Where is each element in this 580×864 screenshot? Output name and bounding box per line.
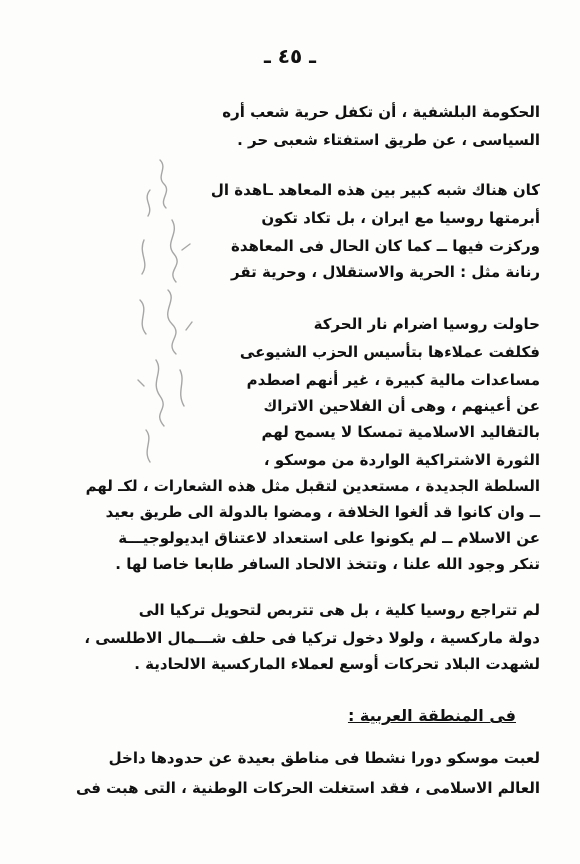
text-line: تنكر وجود الله علنا ، وتتخذ الالحاد السافر طابعا خاصا لها .: [115, 555, 540, 573]
text-line: ــ وان كانوا قد ألغوا الخلافة ، ومضوا بالدولة الى طريق بعيد: [105, 503, 540, 521]
handwritten-annotation: [120, 150, 210, 480]
text-line: كان هناك شبه كبير بين هذه المعاهد ـاهدة ال: [210, 181, 540, 199]
text-line: السلطة الجديدة ، مستعدين لتقبل مثل هذه الشعارات ، لكـ لهم: [85, 477, 540, 495]
text-line: عن أعينهم ، وهى أن الفلاحين الاتراك: [263, 397, 540, 415]
text-line: الحكومة البلشفية ، أن تكفل حرية شعب أره: [222, 103, 540, 121]
text-line: السياسى ، عن طريق استفتاء شعبى حر .: [237, 131, 540, 149]
text-line: عن الاسلام ــ لم يكونوا على استعداد لاعتناق ايديولوجيـــة: [118, 529, 540, 547]
text-line: الثورة الاشتراكية الواردة من موسكو ،: [263, 451, 540, 469]
section-heading: فى المنطقة العربية :: [347, 706, 516, 725]
text-line: لم تتراجع روسيا كلية ، بل هى تتربص لتحويل تركيا الى: [138, 601, 540, 619]
text-line: لشهدت البلاد تحركات أوسع لعملاء الماركسية الالحادية .: [134, 655, 540, 673]
page-number: ـ ٤٥ ـ: [263, 44, 317, 68]
text-line: فكلفت عملاءها بتأسيس الحزب الشيوعى: [239, 343, 540, 361]
text-line: رنانة مثل : الحرية والاستقلال ، وحرية تقر: [231, 263, 540, 281]
text-line: دولة ماركسية ، ولولا دخول تركيا فى حلف شـــمال الاطلسى ،: [84, 629, 540, 647]
text-line: مساعدات مالية كبيرة ، غير أنهم اصطدم: [246, 371, 540, 389]
text-line: وركزت فيها ــ كما كان الحال فى المعاهدة: [230, 237, 540, 255]
text-line: لعبت موسكو دورا نشطا فى مناطق بعيدة عن حدودها داخل: [108, 749, 540, 767]
text-line: بالتقاليد الاسلامية تمسكا لا يسمح لهم: [261, 423, 540, 441]
text-line: العالم الاسلامى ، فقد استغلت الحركات الوطنية ، التى هبت فى: [75, 779, 540, 797]
text-line: أبرمتها روسيا مع ايران ، بل تكاد تكون: [261, 209, 540, 227]
text-line: حاولت روسيا اضرام نار الحركة: [313, 315, 540, 333]
